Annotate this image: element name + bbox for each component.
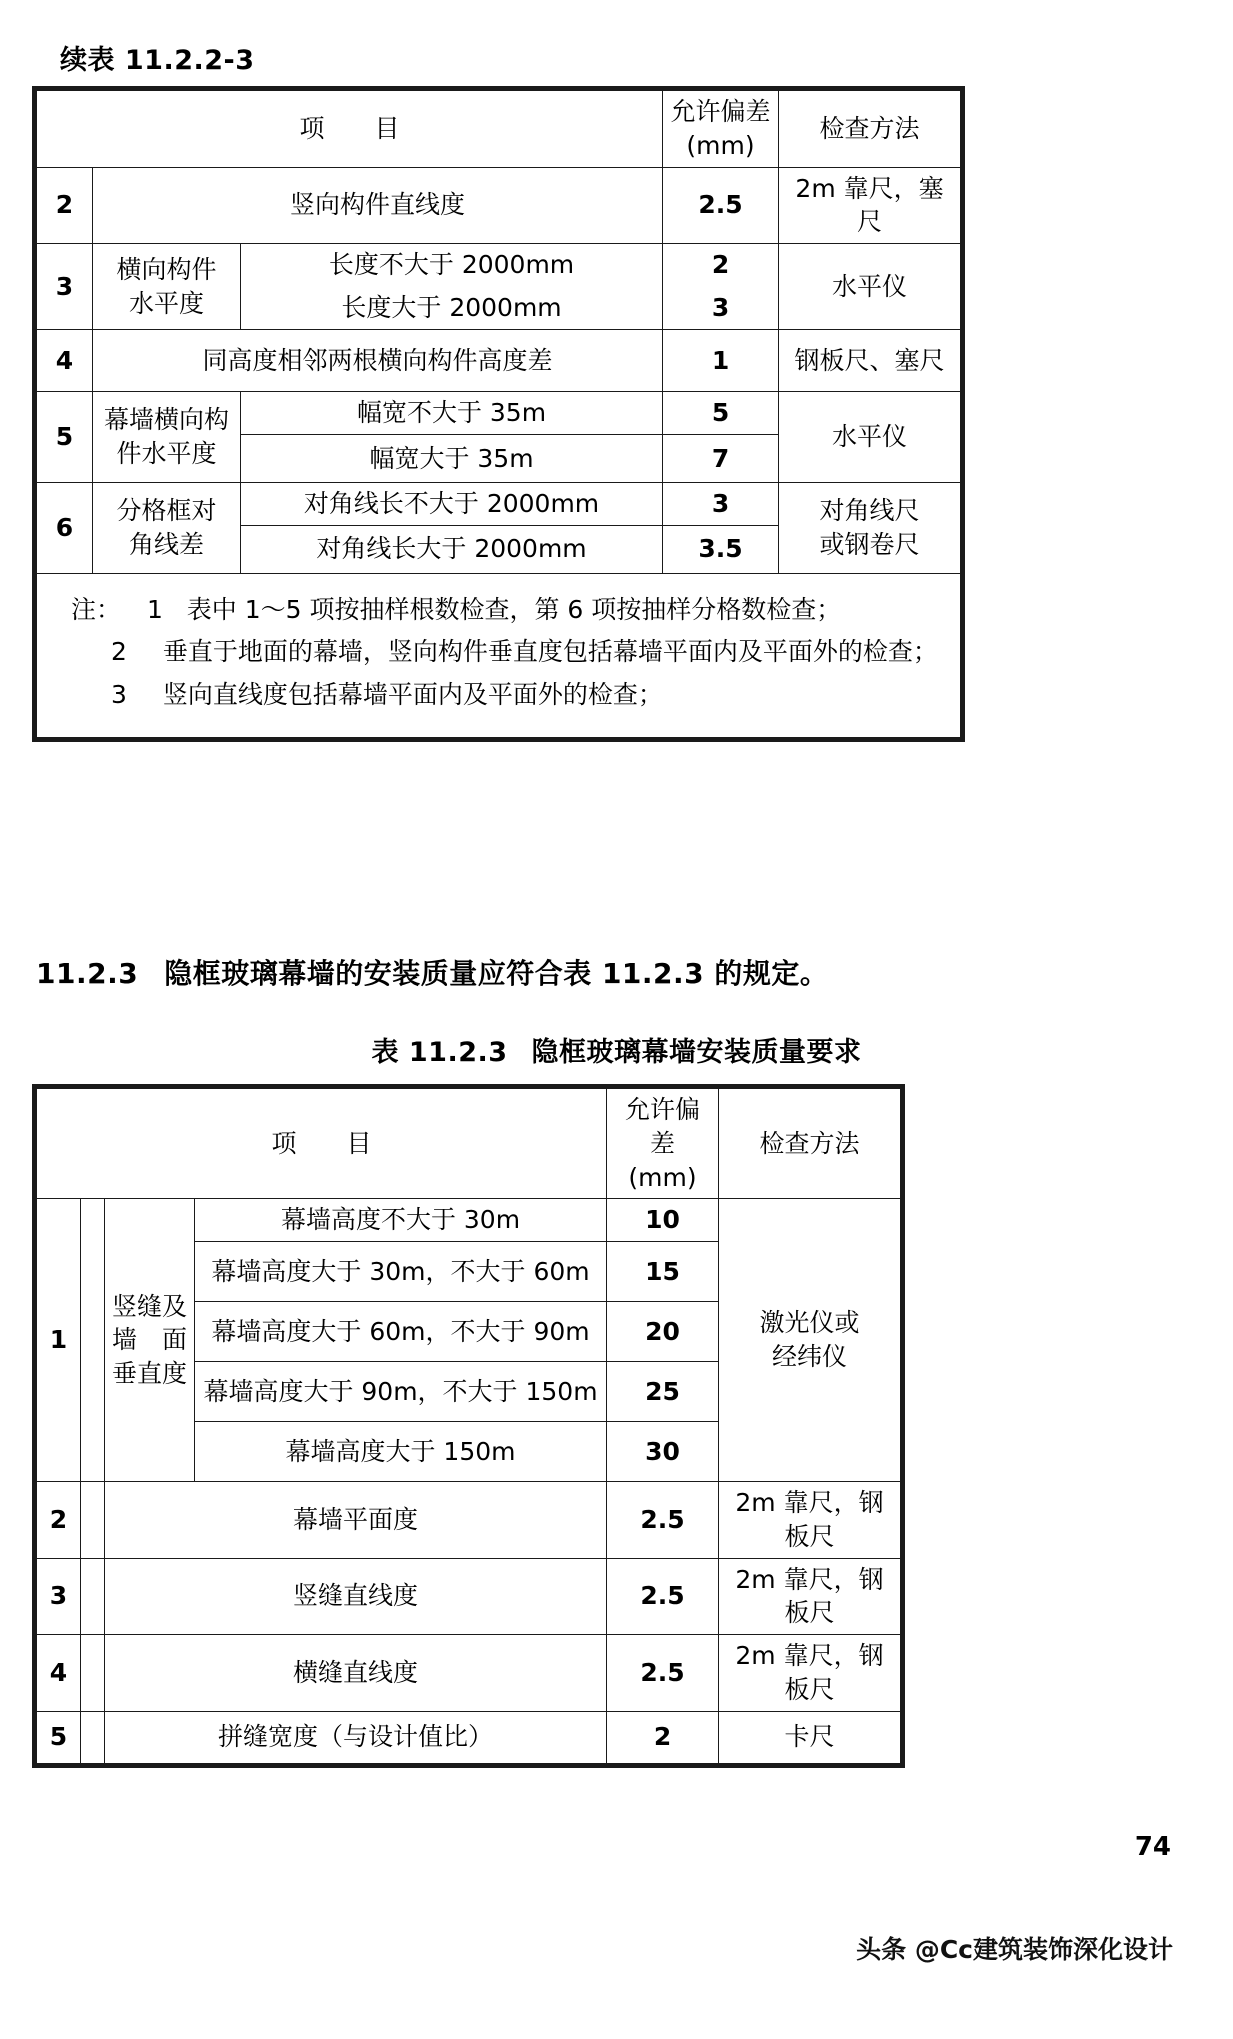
row-spacer (81, 1199, 105, 1482)
note-index: 2 (111, 637, 127, 667)
row-spacer (81, 1482, 105, 1559)
row-number: 2 (35, 1482, 81, 1559)
row-subitem: 对角线长不大于 2000mm (241, 483, 663, 526)
table-header-row (35, 89, 963, 168)
row-tolerance: 5 (663, 392, 779, 435)
row-number: 4 (35, 1635, 81, 1712)
row-subitem: 对角线长大于 2000mm (241, 525, 663, 573)
row-spacer (81, 1635, 105, 1712)
row-number: 2 (35, 167, 93, 244)
row-tolerance: 30 (607, 1422, 719, 1482)
row-group-line-3: 垂直度 (111, 1359, 187, 1388)
caption-title: 隐框玻璃幕墙安装质量要求 (531, 1037, 862, 1068)
header-tolerance-label: 允许偏差 (625, 1095, 701, 1158)
row-tolerance: 2.5 (663, 167, 779, 244)
table-row (35, 1558, 903, 1635)
row-method (719, 1199, 903, 1482)
table-row (35, 483, 963, 526)
row-method-line-1: 激光仪或 (759, 1308, 860, 1338)
row-tolerance: 3 (663, 483, 779, 526)
header-item: 项 目 (35, 1087, 607, 1199)
row-tolerance: 7 (663, 435, 779, 483)
row-subitem: 幕墙高度大于 30m，不大于 60m (195, 1242, 607, 1302)
row-subitem: 幕墙高度大于 90m，不大于 150m (195, 1362, 607, 1422)
table-row (35, 1711, 903, 1765)
row-group-line-2: 墙 面 (111, 1325, 187, 1355)
row-subitem: 长度不大于 2000mm (241, 244, 663, 286)
row-item: 拼缝宽度（与设计值比） (105, 1711, 607, 1765)
row-group (105, 1199, 195, 1482)
table-11-2-2-3 (32, 86, 965, 742)
note-index: 3 (111, 679, 127, 709)
row-method: 2m 靠尺，塞尺 (779, 167, 963, 244)
row-subitem: 幅宽大于 35m (241, 435, 663, 483)
row-group-line-1: 横向构件 (116, 254, 217, 284)
row-group (93, 244, 241, 330)
row-number: 4 (35, 330, 93, 392)
row-tolerance: 2 (663, 244, 779, 286)
row-item: 同高度相邻两根横向构件高度差 (93, 330, 663, 392)
note-index: 1 (147, 594, 163, 624)
note-line (71, 679, 950, 712)
row-method-line-2: 或钢卷尺 (819, 529, 920, 559)
header-method: 检查方法 (779, 89, 963, 168)
table-11-2-3-caption (0, 1030, 1233, 1069)
row-method: 卡尺 (719, 1711, 903, 1765)
row-method: 水平仪 (779, 392, 963, 483)
row-number: 5 (35, 392, 93, 483)
row-method: 水平仪 (779, 244, 963, 330)
source-watermark: 头条 @Cc建筑装饰深化设计 (856, 1935, 1173, 1964)
header-tolerance-label: 允许偏差 (670, 97, 771, 126)
table-row (35, 330, 963, 392)
row-group-line-1: 分格框对 (116, 496, 217, 526)
row-method: 2m 靠尺，钢板尺 (719, 1635, 903, 1712)
row-number: 5 (35, 1711, 81, 1765)
row-number: 3 (35, 244, 93, 330)
row-spacer (81, 1558, 105, 1635)
row-tolerance: 3.5 (663, 525, 779, 573)
row-method: 2m 靠尺，钢板尺 (719, 1558, 903, 1635)
row-method-line-1: 对角线尺 (819, 496, 920, 526)
row-group (93, 392, 241, 483)
continuation-title: 续表 11.2.2-3 (60, 45, 255, 76)
row-subitem: 幕墙高度大于 150m (195, 1422, 607, 1482)
caption-prefix: 表 11.2.3 (371, 1037, 508, 1068)
row-tolerance: 1 (663, 330, 779, 392)
table-header-row (35, 1087, 903, 1199)
header-tolerance-unit: (mm) (628, 1162, 697, 1192)
row-tolerance: 2.5 (607, 1482, 719, 1559)
row-subitem: 长度大于 2000mm (241, 286, 663, 330)
page-number: 74 (1134, 1832, 1171, 1862)
row-number: 1 (35, 1199, 81, 1482)
row-tolerance: 10 (607, 1199, 719, 1242)
row-tolerance: 2 (607, 1711, 719, 1765)
row-group-line-1: 竖缝及 (111, 1291, 187, 1321)
row-item: 横缝直线度 (105, 1635, 607, 1712)
row-subitem: 幕墙高度不大于 30m (195, 1199, 607, 1242)
row-tolerance: 25 (607, 1362, 719, 1422)
row-method: 钢板尺、塞尺 (779, 330, 963, 392)
clause-11-2-3 (36, 952, 828, 992)
note-line (71, 636, 950, 669)
row-item: 竖向构件直线度 (93, 167, 663, 244)
note-text: 表中 1～5 项按抽样根数检查，第 6 项按抽样分格数检查； (186, 594, 842, 624)
row-group (93, 483, 241, 574)
row-group-line-2: 角线差 (128, 529, 204, 559)
table-notes-row (35, 573, 963, 740)
table-row (35, 1199, 903, 1242)
table-notes (35, 573, 963, 740)
notes-label: 注： (71, 594, 122, 624)
row-method: 2m 靠尺，钢板尺 (719, 1482, 903, 1559)
row-subitem: 幅宽不大于 35m (241, 392, 663, 435)
row-item: 幕墙平面度 (105, 1482, 607, 1559)
row-tolerance: 3 (663, 286, 779, 330)
row-tolerance: 20 (607, 1302, 719, 1362)
row-spacer (81, 1711, 105, 1765)
header-tolerance (663, 89, 779, 168)
row-method (779, 483, 963, 574)
row-method-line-2: 经纬仪 (772, 1342, 848, 1372)
row-group-line-2: 水平度 (128, 288, 204, 318)
clause-text: 隐框玻璃幕墙的安装质量应符合表 11.2.3 的规定。 (164, 957, 829, 990)
table-row (35, 167, 963, 244)
row-tolerance: 2.5 (607, 1558, 719, 1635)
row-group-line-1: 幕墙横向构 (103, 405, 229, 435)
table-row (35, 1635, 903, 1712)
row-group-line-2: 件水平度 (116, 439, 217, 469)
note-text: 竖向直线度包括幕墙平面内及平面外的检查； (162, 679, 663, 709)
header-tolerance-unit: (mm) (686, 130, 755, 160)
table-row (35, 1482, 903, 1559)
clause-number: 11.2.3 (36, 957, 139, 990)
row-number: 6 (35, 483, 93, 574)
row-number: 3 (35, 1558, 81, 1635)
header-method: 检查方法 (719, 1087, 903, 1199)
note-line (71, 594, 950, 627)
header-item: 项 目 (35, 89, 663, 168)
note-text: 垂直于地面的幕墙，竖向构件垂直度包括幕墙平面内及平面外的检查； (162, 637, 938, 667)
table-11-2-3 (32, 1084, 905, 1768)
header-tolerance (607, 1087, 719, 1199)
row-tolerance: 2.5 (607, 1635, 719, 1712)
row-item: 竖缝直线度 (105, 1558, 607, 1635)
table-row (35, 392, 963, 435)
row-tolerance: 15 (607, 1242, 719, 1302)
table-row (35, 244, 963, 286)
row-subitem: 幕墙高度大于 60m，不大于 90m (195, 1302, 607, 1362)
